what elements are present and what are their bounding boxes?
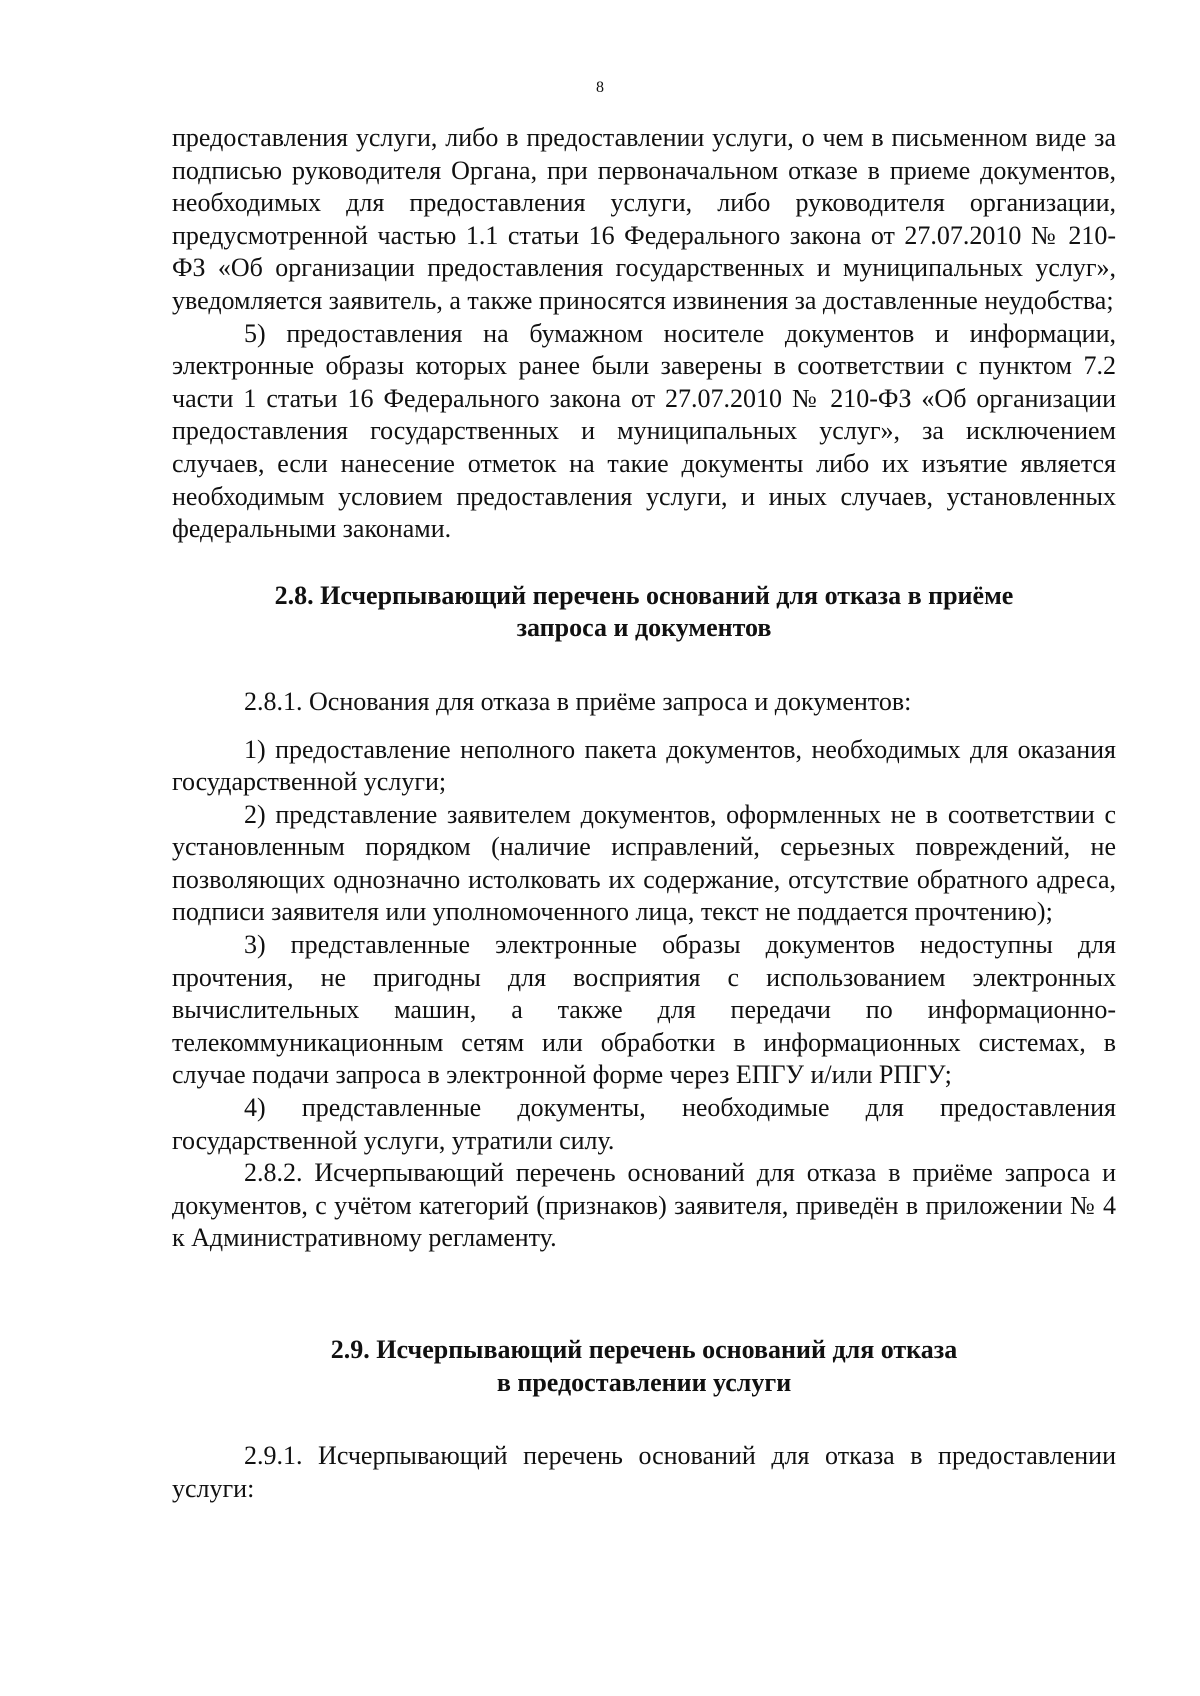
- paragraph-2-8-2: 2.8.2. Исчерпывающий перечень оснований для отказа в приёме запроса и документов, с учётом категорий (признаков) заявителя, приведён в приложении № 4 к Административному регламенту.: [172, 1158, 1116, 1253]
- paragraph-2-9-1: 2.9.1. Исчерпывающий перечень оснований для отказа в предоставлении услуги:: [172, 1441, 1116, 1503]
- document-body: [172, 122, 1116, 1505]
- paragraph-2-8-1: 2.8.1. Основания для отказа в приёме запроса и документов:: [244, 686, 912, 716]
- section-2-9-heading: [172, 1334, 1116, 1399]
- section-2-9-heading-line1: 2.9. Исчерпывающий перечень оснований для отказа: [330, 1335, 958, 1364]
- list-item-2: 2) представление заявителем документов, оформленных не в соответствии с установленным порядком (наличие исправлений, серьезных повреждений, не позволяющих однозначно истолковать их содержание, отсутствие обратного адреса, подписи заявителя или уполномоченного лица, текст не поддается прочтению);: [172, 799, 1116, 927]
- section-2-8-heading-line1: 2.8. Исчерпывающий перечень оснований для отказа в приёме: [274, 580, 1014, 610]
- section-2-9-heading-line2: в предоставлении услуги: [496, 1367, 792, 1397]
- list-item-3: 3) представленные электронные образы документов недоступны для прочтения, не пригодны для восприятия с использованием электронных вычислительных машин, а также для передачи по информационно-телекоммуникационным сетям или обработки в информационных системах, в случае подачи запроса в электронной форме через ЕПГУ и/или РПГУ;: [172, 930, 1116, 1090]
- list-item-4: 4) представленные документы, необходимые для предоставления государственной услуги, утратили силу.: [172, 1093, 1116, 1155]
- intro-paragraph: предоставления услуги, либо в предоставлении услуги, о чем в письменном виде за подписью руководителя Органа, при первоначальном отказе в приеме документов, необходимых для предоставления услуги, либо руководителя организации, предусмотренной частью 1.1 статьи 16 Федерального закона от 27.07.2010 № 210-ФЗ «Об организации предоставления государственных и муниципальных услуг», уведомляется заявитель, а также приносятся извинения за доставленные неудобства;: [172, 123, 1116, 315]
- page-number: 8: [596, 79, 604, 96]
- section-2-8-heading: [172, 580, 1116, 645]
- list-item-1: 1) предоставление неполного пакета документов, необходимых для оказания государственной услуги;: [172, 734, 1116, 797]
- section-2-8-heading-line2: запроса и документов: [516, 613, 772, 643]
- item-5-paragraph: 5) предоставления на бумажном носителе документов и информации, электронные образы которых ранее были заверены в соответствии с пунктом 7.2 части 1 статьи 16 Федерального закона от 27.07.2010 № 210-ФЗ «Об организации предоставления государственных и муниципальных услуг», за исключением случаев, если нанесение отметок на такие документы либо их изъятие является необходимым условием предоставления услуги, и иных случаев, установленных федеральными законами.: [172, 318, 1116, 544]
